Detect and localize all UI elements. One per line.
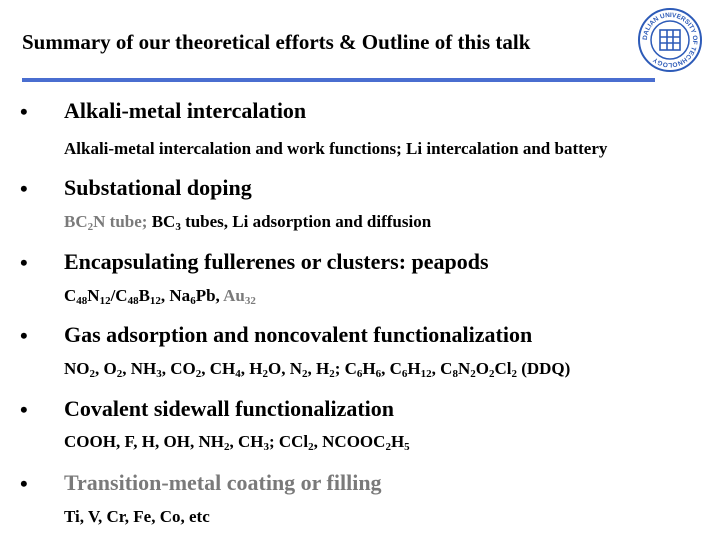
detail-seg: , NH bbox=[122, 359, 157, 378]
slide-title: Summary of our theoretical efforts & Outline of this talk bbox=[22, 30, 531, 54]
section-detail-1 bbox=[64, 212, 431, 232]
detail-seg: O, N bbox=[267, 359, 302, 378]
detail-seg: 3 bbox=[175, 221, 181, 233]
detail-seg: 2 bbox=[195, 368, 202, 380]
section-detail-3 bbox=[64, 359, 570, 379]
detail-seg: N bbox=[457, 359, 471, 378]
bullet-3: • bbox=[20, 323, 28, 348]
detail-seg: 2 bbox=[470, 368, 476, 380]
detail-seg: C bbox=[64, 286, 77, 305]
section-heading-0: Alkali-metal intercalation bbox=[64, 98, 307, 123]
detail-seg: 48 bbox=[76, 295, 88, 307]
detail-seg: 2 bbox=[511, 368, 517, 380]
logo-ring-text: DALIAN UNIVERSITY OF TECHNOLOGY bbox=[641, 11, 699, 69]
detail-seg: O bbox=[475, 359, 489, 378]
section-heading-1: Substational doping bbox=[64, 175, 252, 200]
section-heading-5: Transition-metal coating or filling bbox=[64, 470, 382, 495]
detail-seg: H bbox=[407, 359, 421, 378]
detail-seg: 2 bbox=[89, 368, 95, 380]
detail-seg: COOH, F, H, OH, NH bbox=[64, 432, 224, 451]
detail-seg: N tube; bbox=[93, 212, 152, 231]
detail-seg: 6 bbox=[356, 368, 363, 380]
detail-seg: ; C bbox=[334, 359, 357, 378]
section-detail-0 bbox=[64, 139, 607, 159]
detail-seg: 3 bbox=[263, 441, 269, 453]
detail-seg: (DDQ) bbox=[516, 359, 571, 378]
detail-seg: H bbox=[390, 432, 405, 451]
bullet-1: • bbox=[20, 176, 28, 201]
detail-seg: 32 bbox=[244, 295, 256, 307]
detail-seg: BC bbox=[64, 212, 88, 231]
detail-seg: 48 bbox=[127, 295, 139, 307]
detail-seg: Pb, bbox=[195, 286, 224, 305]
detail-seg: 8 bbox=[452, 368, 458, 380]
detail-seg: N bbox=[87, 286, 100, 305]
detail-seg: 5 bbox=[404, 441, 410, 453]
detail-seg: Ti, V, Cr, Fe, Co, etc bbox=[64, 507, 210, 526]
bullet-0: • bbox=[20, 99, 28, 124]
detail-seg: 12 bbox=[149, 295, 161, 307]
detail-seg: , CH bbox=[229, 432, 264, 451]
detail-seg: , CO bbox=[161, 359, 196, 378]
detail-seg: 12 bbox=[99, 295, 111, 307]
section-heading-3: Gas adsorption and noncovalent functionalization bbox=[64, 322, 533, 347]
section-detail-5 bbox=[64, 507, 210, 527]
detail-seg: Cl bbox=[494, 359, 512, 378]
section-detail-2 bbox=[64, 286, 256, 306]
detail-seg: , CH bbox=[201, 359, 236, 378]
detail-seg: BC bbox=[151, 212, 176, 231]
section-heading-2: Encapsulating fullerenes or clusters: peapods bbox=[64, 249, 489, 274]
detail-seg: 2 bbox=[262, 368, 268, 380]
detail-seg: 6 bbox=[375, 368, 382, 380]
detail-seg: 4 bbox=[235, 368, 241, 380]
detail-seg: 2 bbox=[308, 441, 314, 453]
title-underline bbox=[22, 78, 655, 82]
detail-seg: , NCOOC bbox=[313, 432, 386, 451]
detail-seg: 2 bbox=[116, 368, 123, 380]
detail-seg: Au bbox=[223, 286, 245, 305]
bullet-5: • bbox=[20, 471, 28, 496]
university-logo bbox=[622, 5, 718, 75]
detail-seg: , O bbox=[95, 359, 117, 378]
detail-seg: tubes, Li adsorption and diffusion bbox=[180, 212, 432, 231]
bullet-4: • bbox=[20, 397, 28, 422]
detail-seg: 2 bbox=[223, 441, 230, 453]
section-heading-4: Covalent sidewall functionalization bbox=[64, 396, 395, 421]
detail-seg: 6 bbox=[401, 368, 408, 380]
detail-seg: , H bbox=[240, 359, 263, 378]
detail-seg: 2 bbox=[329, 368, 335, 380]
detail-seg: 2 bbox=[87, 221, 94, 233]
detail-seg: 2 bbox=[301, 368, 308, 380]
detail-seg: 6 bbox=[190, 295, 196, 307]
detail-seg: , Na bbox=[160, 286, 191, 305]
detail-seg: , C bbox=[431, 359, 453, 378]
detail-seg: B bbox=[138, 286, 150, 305]
detail-seg: , H bbox=[307, 359, 330, 378]
bullet-2: • bbox=[20, 250, 28, 275]
detail-seg: NO bbox=[64, 359, 90, 378]
detail-seg: H bbox=[362, 359, 376, 378]
detail-seg: ; CCl bbox=[268, 432, 309, 451]
detail-seg: Alkali-metal intercalation and work functions; Li intercalation and battery bbox=[64, 139, 608, 158]
detail-seg: /C bbox=[110, 286, 128, 305]
detail-seg: 12 bbox=[420, 368, 432, 380]
detail-seg: 3 bbox=[156, 368, 162, 380]
detail-seg: , C bbox=[381, 359, 402, 378]
detail-seg: 2 bbox=[385, 441, 391, 453]
detail-seg: 2 bbox=[488, 368, 495, 380]
section-detail-4 bbox=[64, 432, 410, 452]
